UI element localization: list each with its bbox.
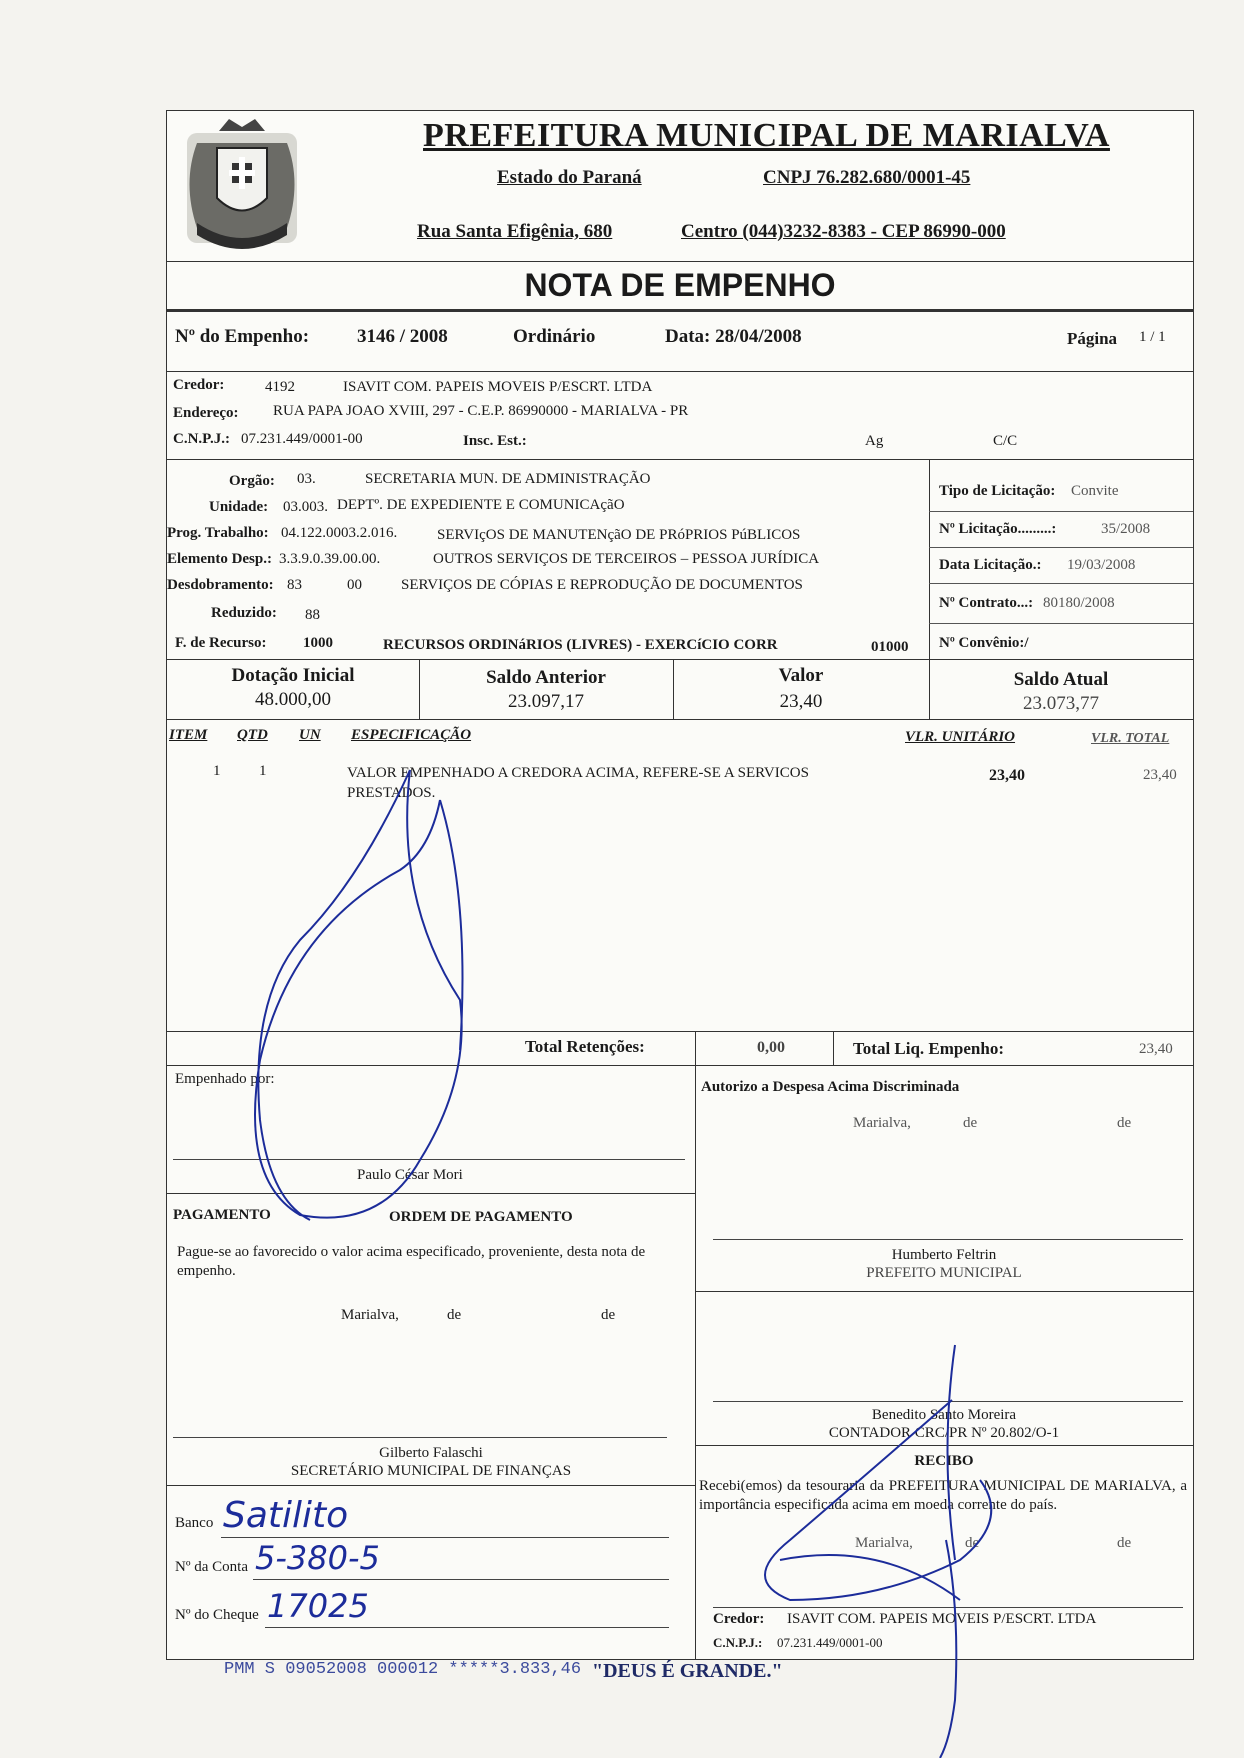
prog-code: 04.122.0003.2.016. — [281, 525, 398, 541]
banco-handwritten: Satilito — [223, 1495, 349, 1536]
empenho-number: 3146 / 2008 — [357, 326, 448, 347]
recibo-credor: ISAVIT COM. PAPEIS MOVEIS P/ESCRT. LTDA — [787, 1611, 1097, 1627]
dotacao-label: Dotação Inicial — [231, 665, 355, 686]
saldo-anterior-label: Saldo Anterior — [486, 667, 606, 688]
elemento-name: OUTROS SERVIÇOS DE TERCEIROS – PESSOA JURÍDICA — [433, 551, 820, 567]
orgao-name: SECRETARIA MUN. DE ADMINISTRAÇÃO — [365, 471, 651, 487]
empenho-date: Data: 28/04/2008 — [665, 326, 802, 347]
orgao-label: Orgão: — [229, 473, 275, 489]
prog-label: Prog. Trabalho: — [167, 525, 269, 541]
autorizo-city: Marialva, — [853, 1115, 911, 1131]
pagamento-signer-role: SECRETÁRIO MUNICIPAL DE FINANÇAS — [290, 1463, 572, 1479]
cnpj-label: C.N.P.J.: — [173, 431, 230, 447]
licitacao-tipo-label: Tipo de Licitação: — [939, 483, 1056, 499]
item-row-item: 1 — [213, 763, 221, 779]
insc-label: Insc. Est.: — [463, 433, 527, 449]
liq-label: Total Liq. Empenho: — [853, 1039, 1004, 1058]
saldo-atual-label: Saldo Atual — [1013, 669, 1109, 690]
pagamento-de1: de — [447, 1307, 462, 1323]
autorizo-label: Autorizo a Despesa Acima Discriminada — [701, 1079, 960, 1095]
recurso-sub: 01000 — [871, 639, 909, 655]
licitacao-num-label: Nº Licitação.........: — [939, 521, 1057, 537]
credor-address: RUA PAPA JOAO XVIII, 297 - C.E.P. 86990000 - MARIALVA - PR — [273, 403, 689, 419]
retencoes-value: 0,00 — [757, 1039, 785, 1056]
pagamento-de2: de — [601, 1307, 616, 1323]
item-row-unit: 23,40 — [989, 767, 1025, 784]
endereco-label: Endereço: — [173, 405, 239, 421]
empenho-number-label: Nº do Empenho: — [175, 326, 310, 347]
conta-label: Nº da Conta — [175, 1559, 248, 1575]
credor-code: 4192 — [265, 379, 295, 395]
elemento-code: 3.3.9.0.39.00.00. — [279, 551, 381, 567]
recibo-de2: de — [1117, 1535, 1132, 1551]
ordem-label: ORDEM DE PAGAMENTO — [389, 1209, 573, 1225]
licitacao-num-value: 35/2008 — [1101, 521, 1151, 537]
ag-label: Ag — [865, 433, 884, 449]
pagamento-city: Marialva, — [341, 1307, 399, 1323]
contrato-value: 80180/2008 — [1043, 595, 1115, 611]
cheque-handwritten: 17025 — [267, 1587, 369, 1625]
valor-value: 23,40 — [779, 691, 823, 712]
recurso-label: F. de Recurso: — [175, 635, 267, 651]
pagamento-text: Pague-se ao favorecido o valor acima especificado, proveniente, desta nota de empenho. — [177, 1244, 646, 1279]
item-row-qtd: 1 — [259, 763, 267, 779]
col-un: UN — [299, 727, 321, 743]
contador-name: Benedito Santo Moreira — [871, 1407, 1017, 1423]
empenho-type: Ordinário — [513, 326, 596, 347]
header-address: Rua Santa Efigênia, 680 — [417, 221, 613, 242]
page-number: 1 / 1 — [1139, 329, 1166, 345]
licitacao-data-label: Data Licitação.: — [939, 557, 1042, 573]
valor-label: Valor — [778, 665, 824, 686]
unidade-label: Unidade: — [209, 499, 269, 515]
autorizo-signer: Humberto Feltrin — [891, 1247, 997, 1263]
pagamento-label: PAGAMENTO — [173, 1207, 271, 1223]
col-vlr-unitario: VLR. UNITÁRIO — [905, 729, 1016, 745]
doc-title: NOTA DE EMPENHO — [524, 267, 836, 303]
dotacao-value: 48.000,00 — [255, 689, 331, 710]
mechanical-stamp: PMM S 09052008 000012 *****3.833,46 — [224, 1660, 582, 1679]
stamp-motto: "DEUS É GRANDE." — [592, 1660, 783, 1682]
contador-role: CONTADOR CRC/PR Nº 20.802/O-1 — [828, 1425, 1060, 1441]
col-vlr-total: VLR. TOTAL — [1091, 731, 1170, 746]
header-state: Estado do Paraná — [497, 167, 642, 188]
cheque-label: Nº do Cheque — [175, 1607, 259, 1623]
unidade-name: DEPTº. DE EXPEDIENTE E COMUNICAçãO — [337, 497, 625, 513]
credor-name: ISAVIT COM. PAPEIS MOVEIS P/ESCRT. LTDA — [343, 379, 653, 395]
credor-label: Credor: — [173, 377, 225, 393]
autorizo-de1: de — [963, 1115, 978, 1131]
saldo-atual-value: 23.073,77 — [1023, 693, 1099, 714]
banco-label: Banco — [175, 1515, 214, 1531]
contrato-label: Nº Contrato...: — [939, 595, 1034, 611]
recibo-credor-label: Credor: — [713, 1611, 765, 1627]
desdobramento-name: SERVIÇOS DE CÓPIAS E REPRODUÇÃO DE DOCUMENTOS — [401, 577, 803, 593]
autorizo-signer-role: PREFEITO MUNICIPAL — [866, 1265, 1022, 1281]
header-title: PREFEITURA MUNICIPAL DE MARIALVA — [423, 117, 1110, 154]
recurso-code: 1000 — [303, 635, 333, 651]
empenhado-name: Paulo César Mori — [357, 1167, 463, 1183]
col-qtd: QTD — [237, 727, 268, 743]
licitacao-tipo-value: Convite — [1071, 483, 1119, 499]
saldo-anterior-value: 23.097,17 — [508, 691, 584, 712]
header-cnpj: CNPJ 76.282.680/0001-45 — [763, 167, 971, 188]
recibo-cnpj-label: C.N.P.J.: — [713, 1635, 763, 1650]
col-item: ITEM — [169, 727, 208, 743]
recibo-text: Recebi(emos) da tesouraria da PREFEITURA MUNICIPAL DE MARIALVA, a importância especificada acima em moeda corrente do país. — [699, 1478, 1187, 1513]
elemento-label: Elemento Desp.: — [167, 551, 272, 567]
item-row-total: 23,40 — [1143, 767, 1177, 783]
item-row-desc: VALOR EMPENHADO A CREDORA ACIMA, REFERE-SE A SERVICOS PRESTADOS. — [347, 765, 809, 801]
recibo-cnpj: 07.231.449/0001-00 — [777, 1635, 883, 1650]
header-contact: Centro (044)3232-8383 - CEP 86990-000 — [681, 221, 1006, 242]
col-especificacao: ESPECIFICAÇÃO — [351, 727, 472, 743]
desdobramento-code: 83 — [287, 577, 302, 593]
recurso-name: RECURSOS ORDINáRIOS (LIVRES) - EXERCíCIO CORR — [383, 637, 778, 653]
autorizo-de2: de — [1117, 1115, 1132, 1131]
empenhado-label: Empenhado por: — [175, 1071, 275, 1087]
recibo-label: RECIBO — [914, 1453, 974, 1469]
conta-handwritten: 5-380-5 — [255, 1539, 380, 1577]
reduzido-label: Reduzido: — [211, 605, 277, 621]
cc-label: C/C — [993, 433, 1018, 449]
desdobramento-sub: 00 — [347, 577, 362, 593]
orgao-code: 03. — [297, 471, 316, 487]
reduzido-value: 88 — [305, 607, 320, 623]
recibo-city: Marialva, — [855, 1535, 913, 1551]
credor-cnpj: 07.231.449/0001-00 — [241, 431, 363, 447]
licitacao-data-value: 19/03/2008 — [1067, 557, 1136, 573]
pagamento-signer: Gilberto Falaschi — [379, 1445, 483, 1461]
recibo-de1: de — [965, 1535, 980, 1551]
convenio-label: Nº Convênio:/ — [939, 635, 1029, 651]
page-label: Página — [1067, 329, 1118, 348]
unidade-code: 03.003. — [283, 499, 328, 515]
desdobramento-label: Desdobramento: — [167, 577, 274, 593]
prog-name: SERVIçOS DE MANUTENçãO DE PRóPRIOS PúBLICOS — [437, 527, 801, 543]
liq-value: 23,40 — [1139, 1041, 1173, 1057]
retencoes-label: Total Retenções: — [525, 1037, 645, 1056]
